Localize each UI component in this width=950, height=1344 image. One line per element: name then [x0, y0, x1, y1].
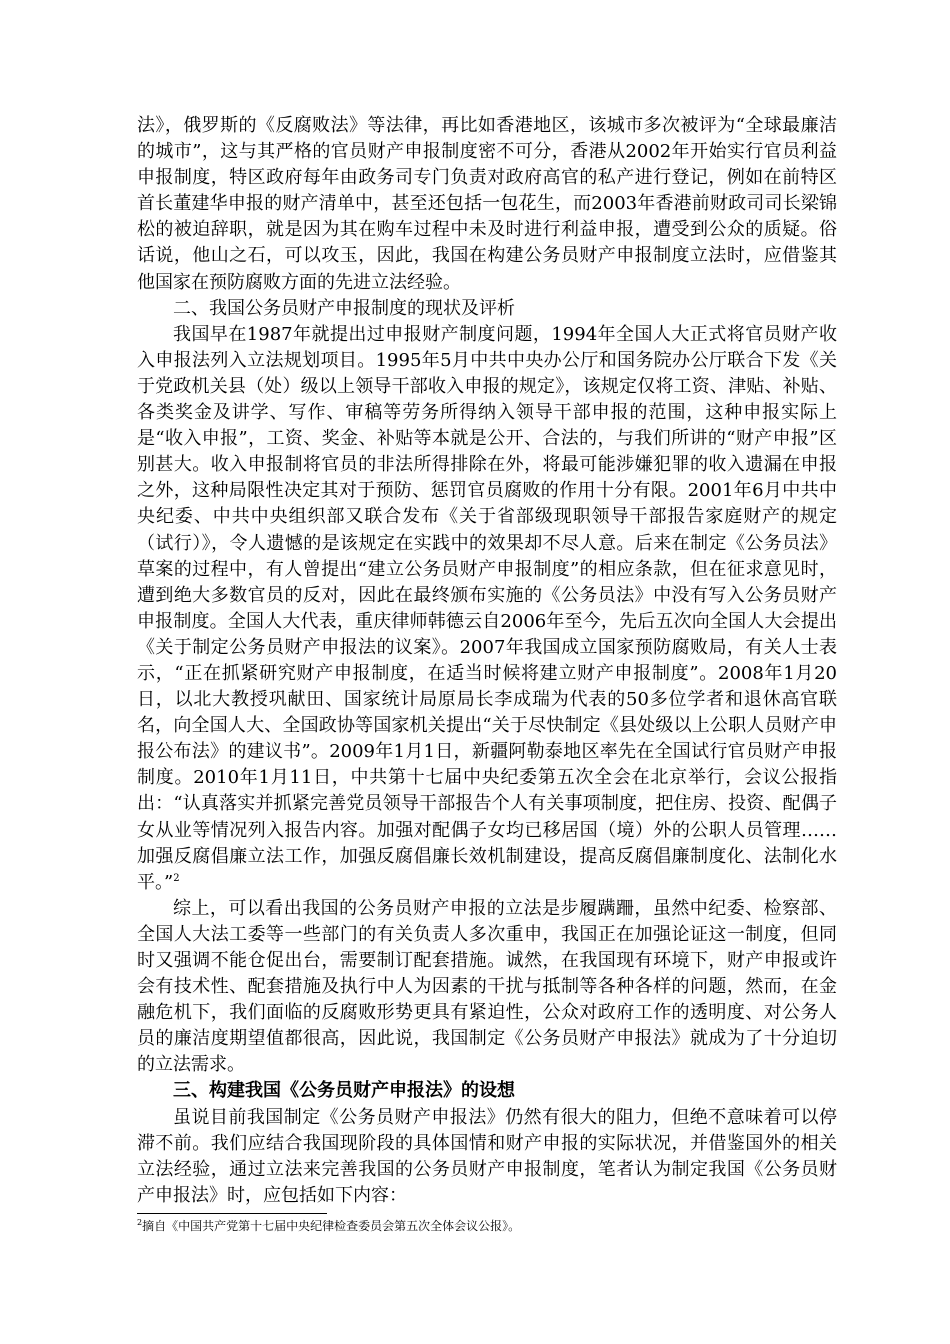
- section-heading-2: 二、我国公务员财产申报制度的现状及评析: [173, 297, 515, 319]
- paragraph-intro-continued: 法》，俄罗斯的《反腐败法》等法律，再比如香港地区，该城市多次被评为“全球最廉洁的城市”，这与其严格的官员财产申报制度密不可分，香港从2002年开始实行官员利益申报制度，特区政府每年由政务司专门负责对政府高官的私产进行登记，例如在前特区首长董建华申报的财产清单中，甚至还包括一包花生，而2003年香港前财政司司长梁锦松的被迫辞职，就是因为其在购车过程中未及时进行利益申报，遭受到公众的质疑。俗话说，他山之石，可以攻玉，因此，我国在构建公务员财产申报制度立法时，应借鉴其他国家在预防腐败方面的先进立法经验。: [137, 115, 837, 293]
- footnote-reference[interactable]: 2: [173, 872, 180, 884]
- document-body: [137, 113, 837, 1209]
- footnote-divider: [137, 1213, 327, 1214]
- paragraph-status-text: 我国早在1987年就提出过申报财产制度问题，1994年全国人大正式将官员财产收入申报法列入立法规划项目。1995年5月中共中央办公厅和国务院办公厅联合下发《关于党政机关县（处）级以上领导干部收入申报的规定》，该规定仅将工资、津贴、补贴、各类奖金及讲学、写作、审稿等劳务所得纳入领导干部申报的范围，这种申报实际上是“收入申报”，工资、奖金、补贴等本就是公开、合法的，与我们所讲的“财产申报”区别甚大。收入申报制将官员的非法所得排除在外，将最可能涉嫌犯罪的收入遗漏在申报之外，这种局限性决定其对于预防、惩罚官员腐败的作用十分有限。2001年6月中共中央纪委、中共中央组织部又联合发布《关于省部级现职领导干部报告家庭财产的规定（试行）》，令人遗憾的是该规定在实践中的效果却不尽人意。后来在制定《公务员法》草案的过程中，有人曾提出“建立公务员财产申报制度”的相应条款，但在征求意见时，遭到绝大多数官员的反对，因此在最终颁布实施的《公务员法》中没有写入公务员财产申报制度。全国人大代表，重庆律师韩德云自2006年至今，先后五次向全国人大会提出《关于制定公务员财产申报法的议案》。2007年我国成立国家预防腐败局，有关人士表示，“正在抓紧研究财产申报制度，在适当时候将建立财产申报制度”。2008年1月20日，以北大教授巩献田、国家统计局原局长李成瑞为代表的50多位学者和退休高官联名，向全国人大、全国政协等国家机关提出“关于尽快制定《县处级以上公职人员财产申报公布法》的建议书”。2009年1月1日，新疆阿勒泰地区率先在全国试行官员财产申报制度。2010年1月11日，中共第十七届中央纪委第五次全会在北京举行，会议公报指出：“认真落实并抓紧完善党员领导干部报告个人有关事项制度，把住房、投资、配偶子女从业等情况列入报告内容。加强对配偶子女均已移居国（境）外的公职人员管理……加强反腐倡廉立法工作，加强反腐倡廉长效机制建设，提高反腐倡廉制度化、法制化水平。”: [137, 323, 837, 893]
- paragraph-summary: 综上，可以看出我国的公务员财产申报的立法是步履蹒跚，虽然中纪委、检察部、全国人大法工委等一些部门的有关负责人多次重申，我国正在加强论证这一制度，但同时又强调不能仓促出台，需要制订配套措施。诚然，在我国现有环境下，财产申报或许会有技术性、配套措施及执行中人为因素的干扰与抵制等各种各样的问题，然而，在金融危机下，我们面临的反腐败形势更具有紧迫性，公众对政府工作的透明度、对公务人员的廉洁度期望值都很高，因此说，我国制定《公务员财产申报法》就成为了十分迫切的立法需求。: [137, 897, 837, 1076]
- paragraph-proposal: 虽说目前我国制定《公务员财产申报法》仍然有很大的阻力，但绝不意味着可以停滞不前。我们应结合我国现阶段的具体国情和财产申报的实际状况，并借鉴国外的相关立法经验，通过立法来完善我国的公务员财产申报制度，笔者认为制定我国《公务员财产申报法》时，应包括如下内容：: [137, 1106, 837, 1206]
- paragraph-status: [137, 322, 837, 896]
- footnote-mark: 2: [137, 1218, 143, 1227]
- footnote-text: 摘自《中国共产党第十七届中央纪律检查委员会第五次全体会议公报》。: [142, 1219, 521, 1233]
- section-heading-3: 三、构建我国《公务员财产申报法》的设想: [173, 1080, 515, 1102]
- footnote: [137, 1218, 837, 1234]
